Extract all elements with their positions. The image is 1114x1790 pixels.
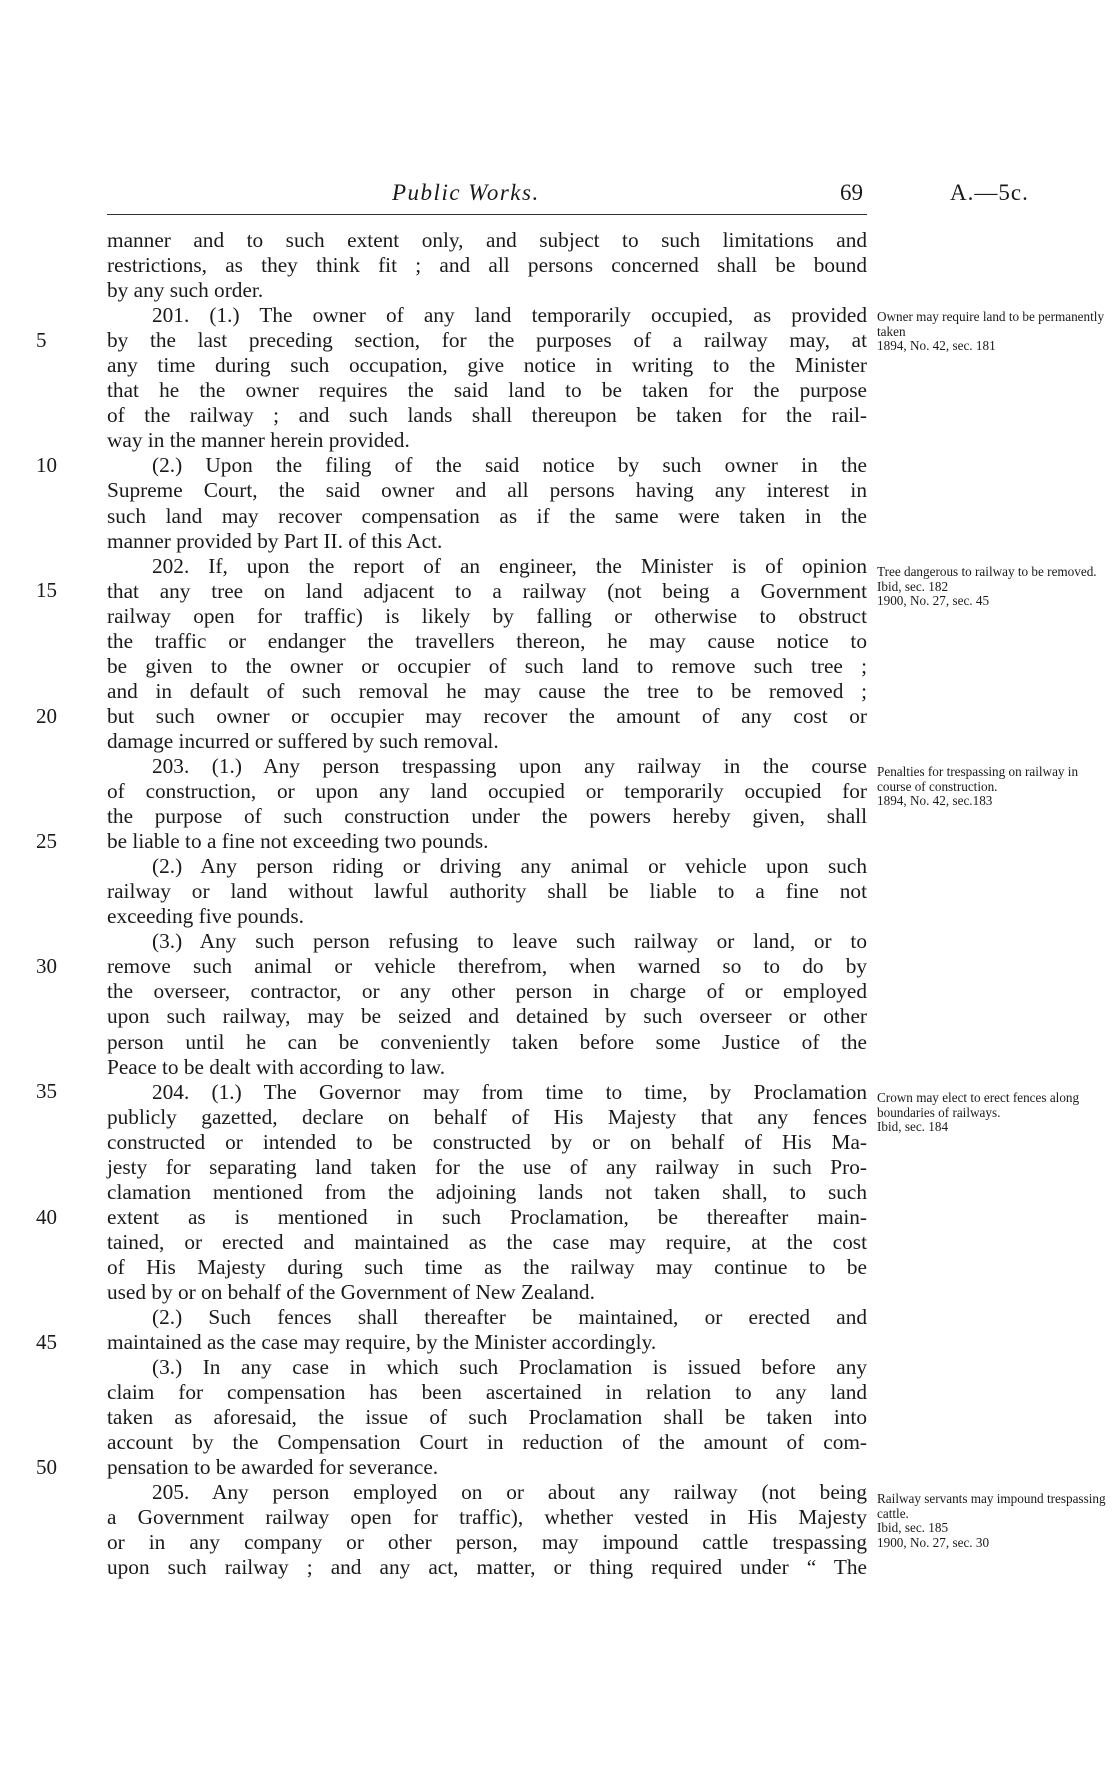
marginal-note-204 (877, 1091, 1107, 1135)
marginal-note-citation: Ibid, sec. 184 (877, 1119, 949, 1134)
text-line: be liable to a fine not exceeding two pounds. (107, 829, 489, 854)
line-number: 20 (36, 704, 57, 728)
text-line: railway open for traffic) is likely by falling or otherwise to obstruct (107, 603, 867, 628)
marginal-note-citation: 1894, No. 42, sec. 181 (877, 338, 996, 353)
line-number: 10 (36, 453, 57, 477)
text-line: jesty for separating land taken for the use of any railway in such Pro- (107, 1154, 867, 1179)
text-line: of construction, or upon any land occupied or temporarily occupied for (107, 779, 867, 804)
text-line: of His Majesty during such time as the railway may continue to be (107, 1254, 867, 1279)
text-line: of the railway ; and such lands shall thereupon be taken for the rail- (107, 403, 867, 428)
text-line: such land may recover compensation as if the same were taken in the (107, 503, 867, 528)
text-line: but such owner or occupier may recover the amount of any cost or (107, 703, 867, 728)
marginal-note-heading: Owner may require land to be permanently taken (877, 309, 1105, 339)
text-line: tained, or erected and maintained as the case may require, at the cost (107, 1229, 867, 1254)
text-line: or in any company or other person, may impound cattle trespassing (107, 1530, 867, 1555)
marginal-note-203 (877, 765, 1107, 809)
text-line: (2.) Such fences shall thereafter be maintained, or erected and (152, 1305, 867, 1330)
page-header (0, 180, 1114, 216)
text-line: be given to the owner or occupier of such land to remove such tree ; (107, 653, 867, 678)
text-line: account by the Compensation Court in reduction of the amount of com- (107, 1430, 867, 1455)
text-line: manner provided by Part II. of this Act. (107, 528, 443, 553)
text-line: constructed or intended to be constructed by or on behalf of His Ma- (107, 1129, 867, 1154)
section-201-start: 201. (1.) The owner of any land temporarily occupied, as provided (152, 303, 867, 328)
text-line: Peace to be dealt with according to law. (107, 1054, 446, 1079)
text-line: any time during such occupation, give notice in writing to the Minister (107, 353, 867, 378)
text-line: Supreme Court, the said owner and all persons having any interest in (107, 478, 867, 503)
text-line: (3.) Any such person refusing to leave such railway or land, or to (152, 929, 867, 954)
marginal-note-citation: 1894, No. 42, sec.183 (877, 793, 993, 808)
text-line: a Government railway open for traffic), whether vested in His Majesty (107, 1505, 867, 1530)
section-204-start: 204. (1.) The Governor may from time to time, by Proclamation (152, 1079, 867, 1104)
line-number: 30 (36, 954, 57, 978)
text-line: the overseer, contractor, or any other person in charge of or employed (107, 979, 867, 1004)
text-line: upon such railway, may be seized and detained by such overseer or other (107, 1004, 867, 1029)
text-line: maintained as the case may require, by the Minister accordingly. (107, 1330, 657, 1355)
line-number: 25 (36, 829, 57, 853)
document-reference: A.—5c. (950, 180, 1029, 205)
text-line: used by or on behalf of the Government of New Zealand. (107, 1279, 595, 1304)
text-line: railway or land without lawful authority shall be liable to a fine not (107, 879, 867, 904)
text-line: restrictions, as they think fit ; and all persons concerned shall be bound (107, 253, 867, 278)
line-number: 50 (36, 1455, 57, 1479)
text-line: claim for compensation has been ascertained in relation to any land (107, 1380, 867, 1405)
line-number: 40 (36, 1205, 57, 1229)
text-line: and in default of such removal he may cause the tree to be removed ; (107, 678, 867, 703)
marginal-note-citation: Ibid, sec. 185 (877, 1520, 949, 1535)
text-line: manner and to such extent only, and subject to such limitations and (107, 228, 867, 252)
text-line: exceeding five pounds. (107, 904, 304, 929)
text-line: damage incurred or suffered by such removal. (107, 728, 499, 753)
text-line: the purpose of such construction under the powers hereby given, shall (107, 804, 867, 829)
marginal-note-citation: Ibid, sec. 182 (877, 578, 949, 594)
marginal-note-citation: 1900, No. 27, sec. 45 (877, 593, 990, 608)
running-title: Public Works. (392, 180, 540, 205)
text-line: way in the manner herein provided. (107, 428, 410, 453)
text-line: clamation mentioned from the adjoining lands not taken shall, to such (107, 1179, 867, 1204)
text-line: pensation to be awarded for severance. (107, 1455, 439, 1480)
text-line: publicly gazetted, declare on behalf of His Majesty that any fences (107, 1104, 867, 1129)
line-number: 5 (36, 328, 47, 352)
marginal-note-citation: 1900, No. 27, sec. 30 (877, 1534, 990, 1550)
line-number: 35 (36, 1079, 57, 1103)
marginal-note-heading: Penalties for trespassing on railway in course of construction. (877, 764, 1079, 794)
text-line: person until he can be conveniently taken before some Justice of the (107, 1029, 867, 1054)
text-line: that he the owner requires the said land to be taken for the purpose (107, 378, 867, 403)
line-number: 45 (36, 1330, 57, 1354)
line-number: 15 (36, 578, 57, 602)
section-203-start: 203. (1.) Any person trespassing upon any railway in the course (152, 753, 867, 778)
marginal-note-205 (877, 1492, 1107, 1550)
marginal-note-heading: Railway servants may impound trespassing cattle. (877, 1491, 1106, 1521)
text-line: (3.) In any case in which such Proclamation is issued before any (152, 1355, 867, 1380)
marginal-note-heading: Crown may elect to erect fences along boundaries of railways. (877, 1090, 1080, 1120)
text-line: extent as is mentioned in such Proclamation, be thereafter main- (107, 1204, 867, 1229)
text-line: by any such order. (107, 278, 264, 303)
body-text (107, 228, 867, 1581)
text-line: by the last preceding section, for the purposes of a railway may, at (107, 328, 867, 353)
section-205-start: 205. Any person employed on or about any railway (not being (152, 1480, 867, 1505)
marginal-note-201 (877, 310, 1107, 354)
marginal-note-202 (877, 565, 1107, 609)
text-line: upon such railway ; and any act, matter, or thing required under “ The (107, 1555, 867, 1580)
text-line: that any tree on land adjacent to a railway (not being a Government (107, 578, 867, 603)
text-line: the traffic or endanger the travellers thereon, he may cause notice to (107, 628, 867, 653)
text-line: (2.) Any person riding or driving any animal or vehicle upon such (152, 854, 867, 879)
page-number: 69 (840, 180, 863, 205)
text-line: remove such animal or vehicle therefrom, when warned so to do by (107, 954, 867, 979)
text-line: (2.) Upon the filing of the said notice by such owner in the (152, 453, 867, 478)
marginal-note-heading: Tree dangerous to railway to be removed. (877, 564, 1097, 579)
text-line: taken as aforesaid, the issue of such Proclamation shall be taken into (107, 1405, 867, 1430)
section-202-start: 202. If, upon the report of an engineer, the Minister is of opinion (152, 553, 867, 578)
header-rule (107, 214, 867, 215)
